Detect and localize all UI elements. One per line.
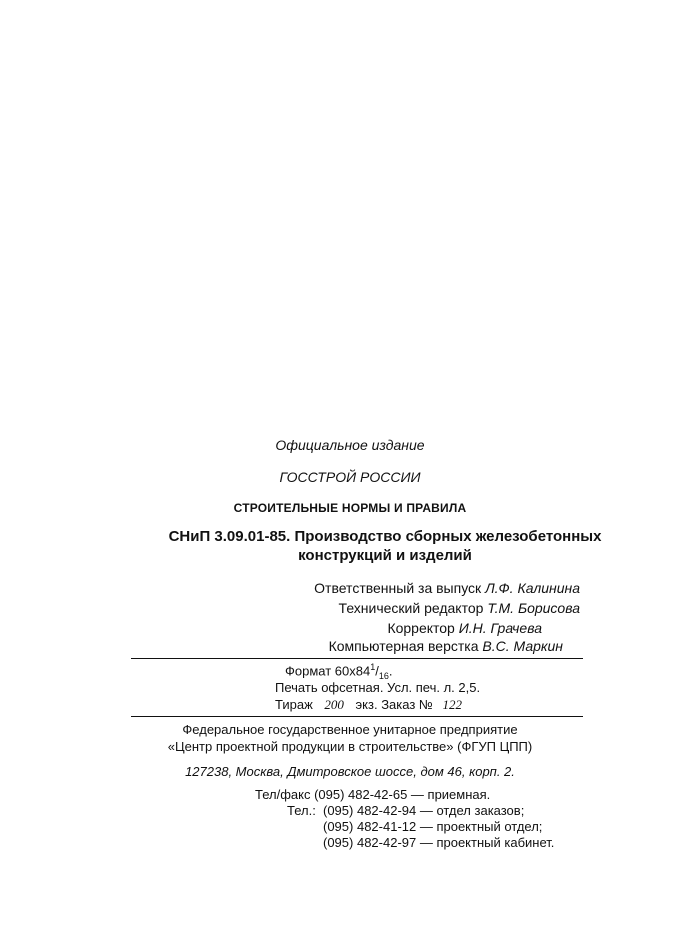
credit-name: В.С. Маркин xyxy=(482,638,563,654)
phone-project-office: (095) 482-42-97 — проектный кабинет. xyxy=(323,835,555,850)
org-address: 127238, Москва, Дмитровское шоссе, дом 46, корп. 2. xyxy=(185,764,515,779)
credit-name: И.Н. Грачева xyxy=(458,620,542,636)
phone-orders: (095) 482-42-94 — отдел заказов; xyxy=(323,803,525,818)
format-end: . xyxy=(388,663,393,679)
divider-top xyxy=(131,658,583,659)
order-value: 122 xyxy=(442,697,462,712)
credit-name: Л.Ф. Калинина xyxy=(485,580,580,596)
credit-proofreader xyxy=(387,620,542,636)
credit-responsible xyxy=(314,580,580,596)
credit-role: Компьютерная верстка xyxy=(328,638,479,654)
phone-project-dept: (095) 482-41-12 — проектный отдел; xyxy=(323,819,543,834)
format-sub: 16 xyxy=(378,670,389,681)
edition-label: Официальное издание xyxy=(275,437,425,453)
divider-bottom xyxy=(131,716,583,717)
tel-label: Тел.: xyxy=(287,803,316,818)
credit-tech-editor xyxy=(339,600,580,616)
telfax-line: Тел/факс (095) 482-42-65 — приемная. xyxy=(255,787,491,802)
run-value: 200 xyxy=(324,697,344,712)
document-title-line-1: СНиП 3.09.01-85. Производство сборных железобетонных xyxy=(168,528,602,545)
publisher: ГОССТРОЙ РОССИИ xyxy=(279,469,421,485)
org-line-2: «Центр проектной продукции в строительстве» (ФГУП ЦПП) xyxy=(167,739,533,754)
document-title-line-2: конструкций и изделий xyxy=(298,547,472,564)
imprint-run xyxy=(275,697,462,713)
order-label: экз. Заказ № xyxy=(355,697,433,712)
format-sup: 1 xyxy=(370,662,376,672)
imprint-format: Формат $60х84^1/_{16}$. xyxy=(285,662,393,681)
format-label: Формат 60х84 xyxy=(285,663,371,679)
credit-layout xyxy=(329,638,563,654)
credit-role: Корректор xyxy=(387,620,455,636)
imprint-print: Печать офсетная. Усл. печ. л. 2,5. xyxy=(275,680,481,695)
series-heading: СТРОИТЕЛЬНЫЕ НОРМЫ И ПРАВИЛА xyxy=(233,501,467,515)
credit-role: Ответственный за выпуск xyxy=(314,580,482,596)
credit-role: Технический редактор xyxy=(338,600,484,616)
org-line-1: Федеральное государственное унитарное предприятие xyxy=(182,722,518,737)
credit-name: Т.М. Борисова xyxy=(487,600,580,616)
run-label: Тираж xyxy=(275,697,313,712)
